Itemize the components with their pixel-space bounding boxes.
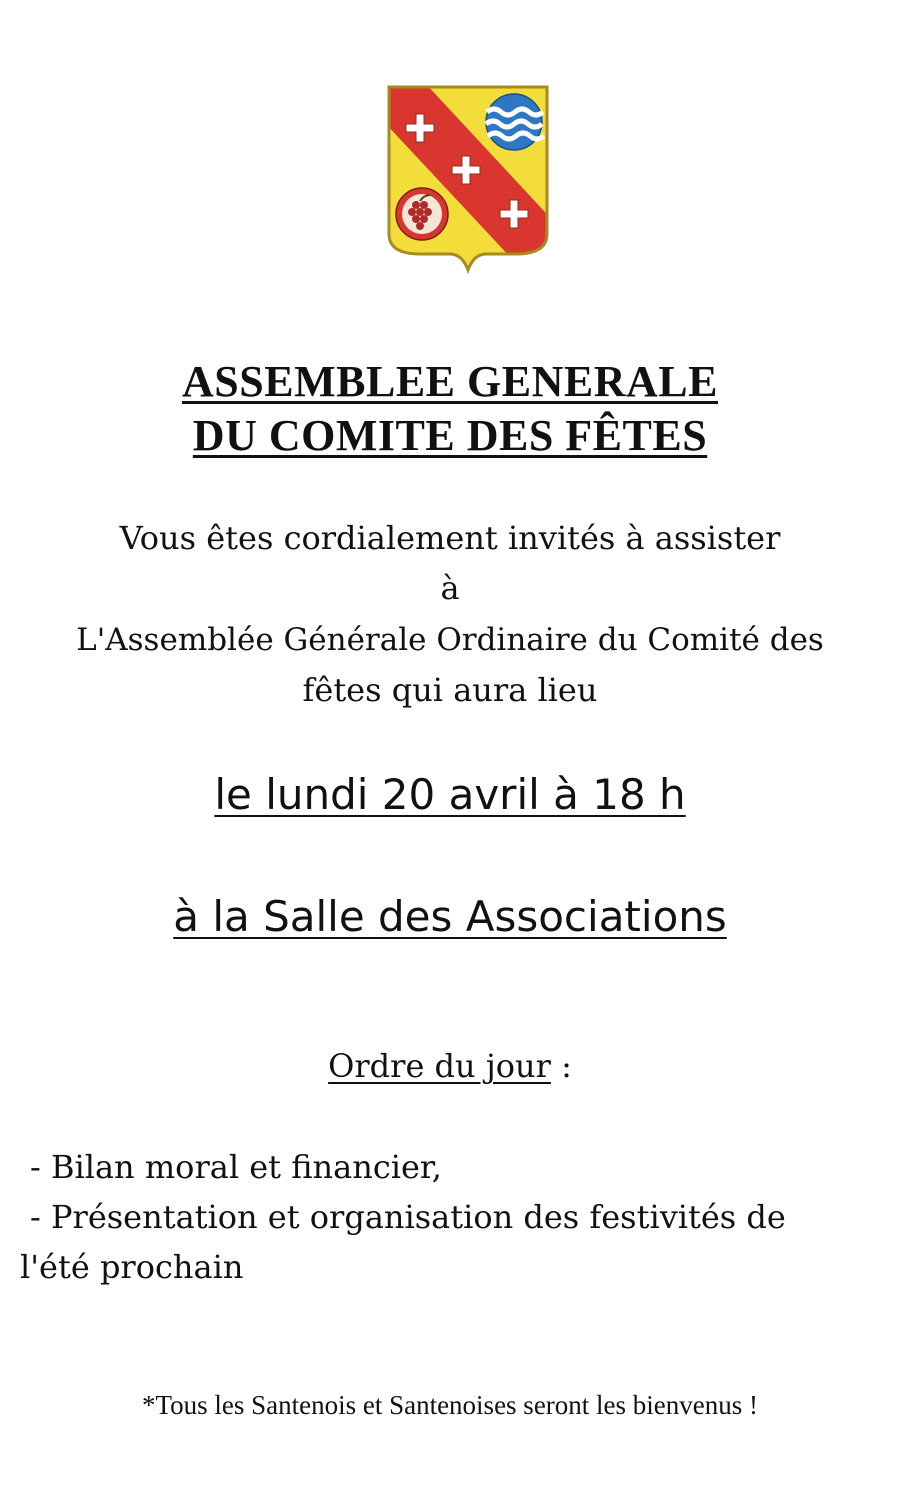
event-date-text: le lundi 20 avril à 18 h (214, 770, 686, 819)
agenda-heading-text: Ordre du jour (328, 1047, 551, 1085)
agenda-item: - Bilan moral et financier, (30, 1148, 442, 1186)
event-date (0, 770, 900, 820)
title-line-2-text: DU COMITE DES FÊTES (192, 411, 708, 460)
agenda-heading-colon: : (550, 1047, 572, 1085)
invitation-line-2: à (440, 569, 460, 607)
invitation-line-4: fêtes qui aura lieu (302, 671, 598, 709)
title-line-2 (0, 410, 900, 462)
event-place-text: à la Salle des Associations (173, 892, 727, 941)
title-line-1-text: ASSEMBLEE GENERALE (182, 357, 718, 406)
footer-note: *Tous les Santenois et Santenoises seront les bienvenus ! (141, 1390, 759, 1420)
agenda-heading (0, 1046, 900, 1086)
coat-of-arms-icon (386, 84, 550, 274)
invitation-line-1: Vous êtes cordialement invités à assister (119, 519, 781, 557)
invitation-line-3: L'Assemblée Générale Ordinaire du Comité des (76, 622, 824, 658)
event-place (0, 892, 900, 942)
agenda-item-continuation: l'été prochain (20, 1248, 244, 1286)
title-line-1 (0, 356, 900, 408)
agenda-item: - Présentation et organisation des festivités de (30, 1198, 786, 1236)
agenda-list (20, 1142, 880, 1292)
